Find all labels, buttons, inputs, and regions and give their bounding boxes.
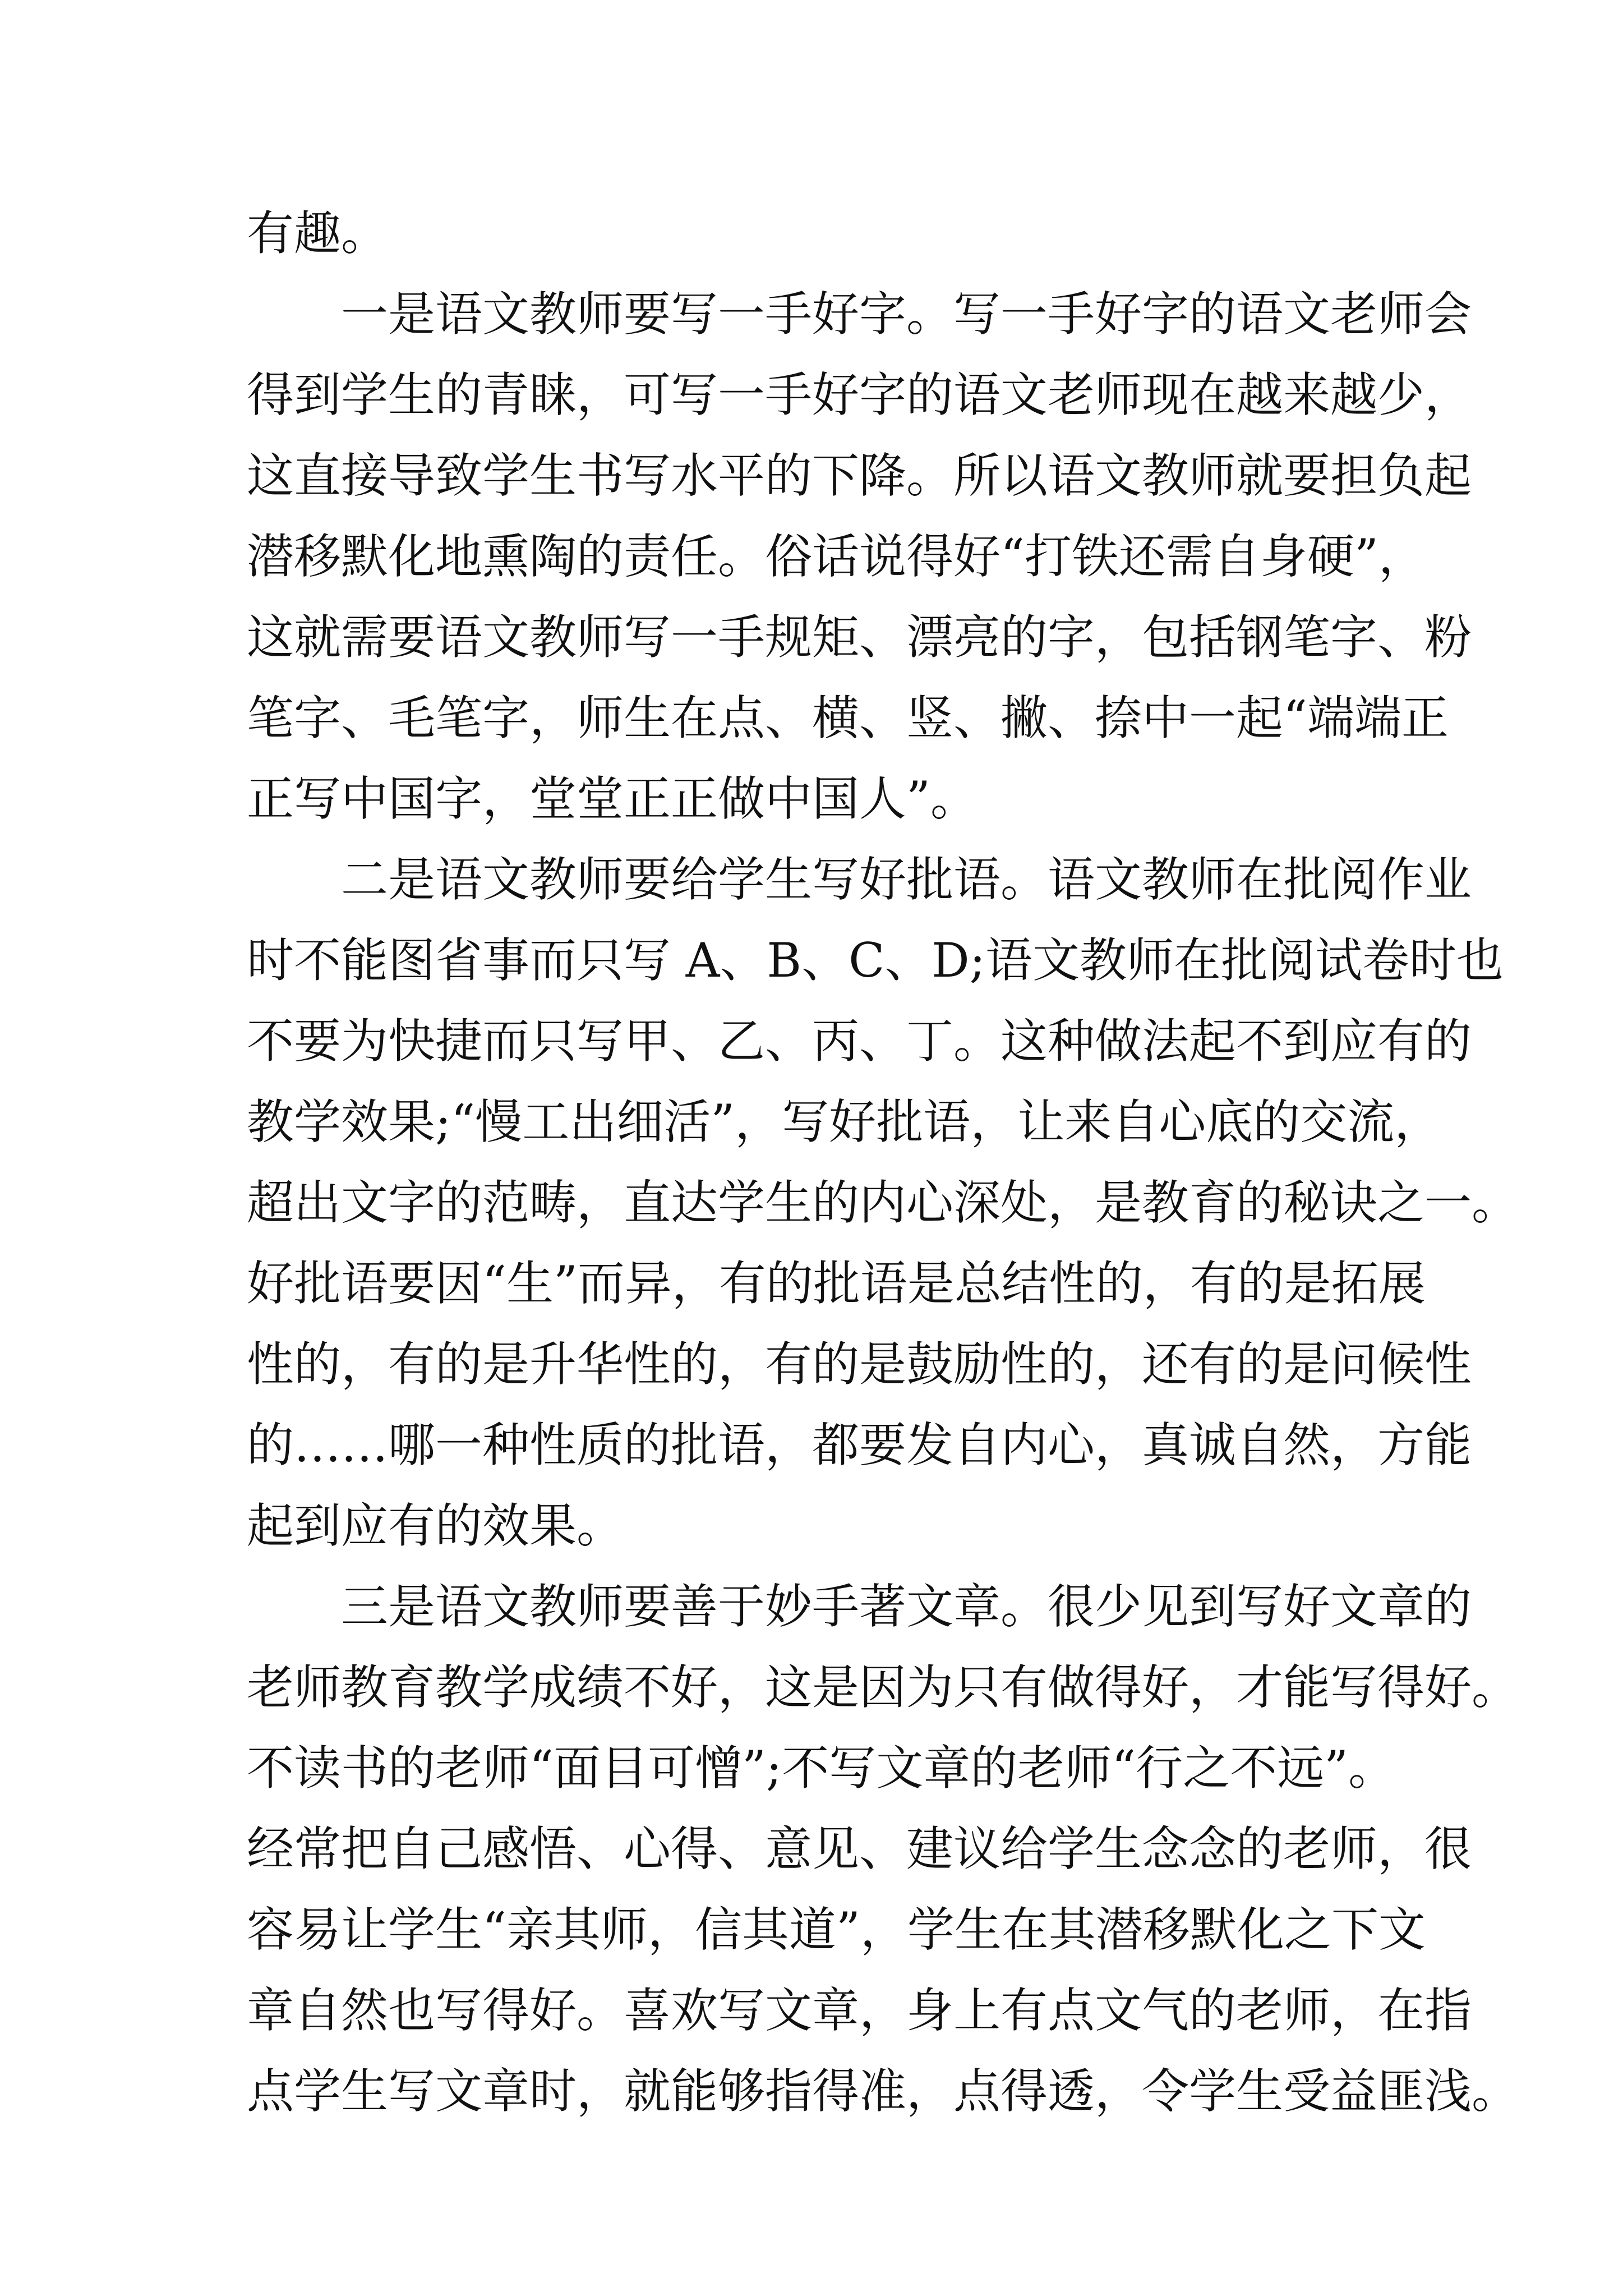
text-line: 章自然也写得好。喜欢写文章，身上有点文气的老师，在指	[247, 1983, 1472, 2038]
text-line: 超出文字的范畴，直达学生的内心深处，是教育的秘诀之一。	[247, 1175, 1519, 1230]
text-line: 笔字、毛笔字，师生在点、横、竖、撇、捺中一起“端端正	[247, 691, 1449, 746]
text-line: 教学效果;“慢工出细活”，写好批语，让来自心底的交流，	[247, 1094, 1442, 1149]
text-line: 的……哪一种性质的批语，都要发自内心，真诚自然，方能	[247, 1418, 1472, 1473]
text-line: 得到学生的青睐，可写一手好字的语文老师现在越来越少，	[247, 367, 1472, 422]
text-line: 有趣。	[247, 206, 389, 261]
text-line: 潜移默化地熏陶的责任。俗话说得好“打铁还需自身硬”，	[247, 529, 1426, 584]
text-line: 容易让学生“亲其师，信其道”，学生在其潜移默化之下文	[247, 1902, 1426, 1957]
text-line: 不要为快捷而只写甲、乙、丙、丁。这种做法起不到应有的	[247, 1014, 1472, 1069]
text-line: 正写中国字，堂堂正正做中国人”。	[247, 771, 978, 826]
text-line: 时不能图省事而只写 A、B、C、D;语文教师在批阅试卷时也	[247, 933, 1504, 988]
paragraph-first-line: 一是语文教师要写一手好字。写一手好字的语文老师会	[341, 287, 1472, 342]
text-line: 性的，有的是升华性的，有的是鼓励性的，还有的是问候性	[247, 1337, 1472, 1392]
paragraph-first-line: 三是语文教师要善于妙手著文章。很少见到写好文章的	[341, 1579, 1472, 1634]
text-line: 经常把自己感悟、心得、意见、建议给学生念念的老师，很	[247, 1821, 1472, 1876]
paragraph-first-line: 二是语文教师要给学生写好批语。语文教师在批阅作业	[341, 852, 1472, 907]
text-line: 不读书的老师“面目可憎”;不写文章的老师“行之不远”。	[247, 1741, 1396, 1796]
text-line: 点学生写文章时，就能够指得准，点得透，令学生受益匪浅。	[247, 2064, 1519, 2119]
text-line: 老师教育教学成绩不好，这是因为只有做得好，才能写得好。	[247, 1660, 1519, 1715]
text-line: 这就需要语文教师写一手规矩、漂亮的字，包括钢笔字、粉	[247, 610, 1472, 665]
text-line: 起到应有的效果。	[247, 1498, 624, 1553]
text-line: 好批语要因“生”而异，有的批语是总结性的，有的是拓展	[247, 1256, 1426, 1311]
text-line: 这直接导致学生书写水平的下降。所以语文教师就要担负起	[247, 448, 1472, 503]
